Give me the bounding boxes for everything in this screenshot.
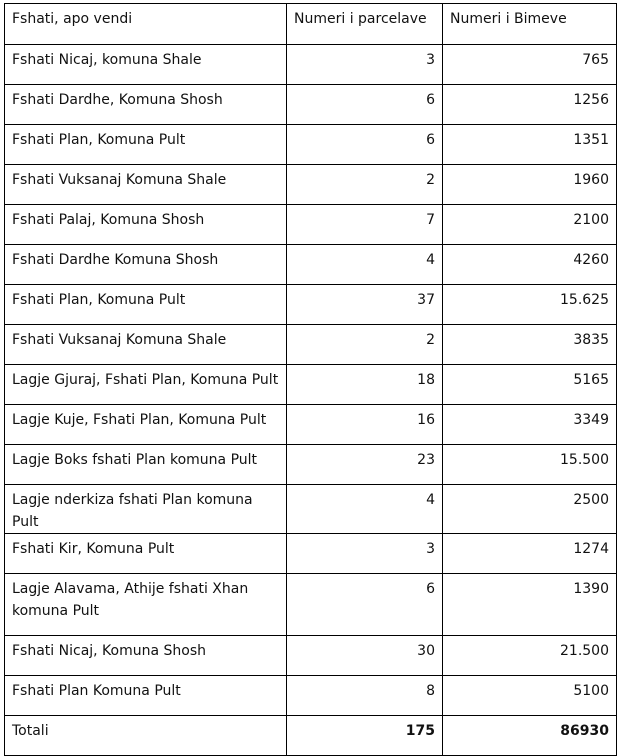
location-cell: Lagje Gjuraj, Fshati Plan, Komuna Pult xyxy=(5,365,287,405)
plants-cell: 2100 xyxy=(443,205,617,245)
total-label: Totali xyxy=(5,716,287,756)
parcels-cell: 4 xyxy=(287,245,443,285)
header-row xyxy=(5,4,617,45)
table-row xyxy=(5,85,617,125)
header-location: Fshati, apo vendi xyxy=(5,4,287,45)
table-row xyxy=(5,245,617,285)
plants-cell: 4260 xyxy=(443,245,617,285)
parcels-cell: 2 xyxy=(287,325,443,365)
table-row xyxy=(5,45,617,85)
location-cell: Fshati Nicaj, komuna Shale xyxy=(5,45,287,85)
parcels-cell: 6 xyxy=(287,125,443,165)
total-plants: 86930 xyxy=(443,716,617,756)
location-cell: Lagje Kuje, Fshati Plan, Komuna Pult xyxy=(5,405,287,445)
plants-cell: 15.500 xyxy=(443,445,617,485)
plants-cell: 1960 xyxy=(443,165,617,205)
parcels-cell: 18 xyxy=(287,365,443,405)
location-cell: Fshati Vuksanaj Komuna Shale xyxy=(5,325,287,365)
parcels-cell: 4 xyxy=(287,485,443,534)
parcel-table xyxy=(4,3,617,756)
plants-cell: 5100 xyxy=(443,676,617,716)
location-cell: Fshati Dardhe, Komuna Shosh xyxy=(5,85,287,125)
location-cell: Fshati Vuksanaj Komuna Shale xyxy=(5,165,287,205)
table-row xyxy=(5,574,617,636)
parcels-cell: 3 xyxy=(287,534,443,574)
location-cell: Fshati Plan, Komuna Pult xyxy=(5,285,287,325)
plants-cell: 1390 xyxy=(443,574,617,636)
plants-cell: 3835 xyxy=(443,325,617,365)
plants-cell: 21.500 xyxy=(443,636,617,676)
table-row xyxy=(5,636,617,676)
parcels-cell: 16 xyxy=(287,405,443,445)
parcels-cell: 30 xyxy=(287,636,443,676)
parcels-cell: 8 xyxy=(287,676,443,716)
parcels-cell: 3 xyxy=(287,45,443,85)
table-row xyxy=(5,445,617,485)
location-cell: Fshati Kir, Komuna Pult xyxy=(5,534,287,574)
parcels-cell: 6 xyxy=(287,85,443,125)
table-row xyxy=(5,285,617,325)
location-cell: Lagje Alavama, Athije fshati Xhan komuna Pult xyxy=(5,574,287,636)
table-row xyxy=(5,165,617,205)
header-plants: Numeri i Bimeve xyxy=(443,4,617,45)
plants-cell: 2500 xyxy=(443,485,617,534)
plants-cell: 1274 xyxy=(443,534,617,574)
table-row xyxy=(5,485,617,534)
location-cell: Fshati Dardhe Komuna Shosh xyxy=(5,245,287,285)
location-cell: Fshati Plan Komuna Pult xyxy=(5,676,287,716)
plants-cell: 15.625 xyxy=(443,285,617,325)
table-row xyxy=(5,205,617,245)
plants-cell: 5165 xyxy=(443,365,617,405)
plants-cell: 1256 xyxy=(443,85,617,125)
table-row xyxy=(5,365,617,405)
location-cell: Lagje Boks fshati Plan komuna Pult xyxy=(5,445,287,485)
total-row xyxy=(5,716,617,756)
total-parcels: 175 xyxy=(287,716,443,756)
location-cell: Lagje nderkiza fshati Plan komuna Pult xyxy=(5,485,287,534)
table-row xyxy=(5,325,617,365)
location-cell: Fshati Plan, Komuna Pult xyxy=(5,125,287,165)
parcels-cell: 37 xyxy=(287,285,443,325)
table-row xyxy=(5,534,617,574)
plants-cell: 765 xyxy=(443,45,617,85)
table-row xyxy=(5,676,617,716)
parcels-cell: 2 xyxy=(287,165,443,205)
header-parcels: Numeri i parcelave xyxy=(287,4,443,45)
location-cell: Fshati Nicaj, Komuna Shosh xyxy=(5,636,287,676)
location-cell: Fshati Palaj, Komuna Shosh xyxy=(5,205,287,245)
plants-cell: 3349 xyxy=(443,405,617,445)
table-row xyxy=(5,405,617,445)
parcels-cell: 6 xyxy=(287,574,443,636)
parcels-cell: 7 xyxy=(287,205,443,245)
parcels-cell: 23 xyxy=(287,445,443,485)
table-row xyxy=(5,125,617,165)
plants-cell: 1351 xyxy=(443,125,617,165)
